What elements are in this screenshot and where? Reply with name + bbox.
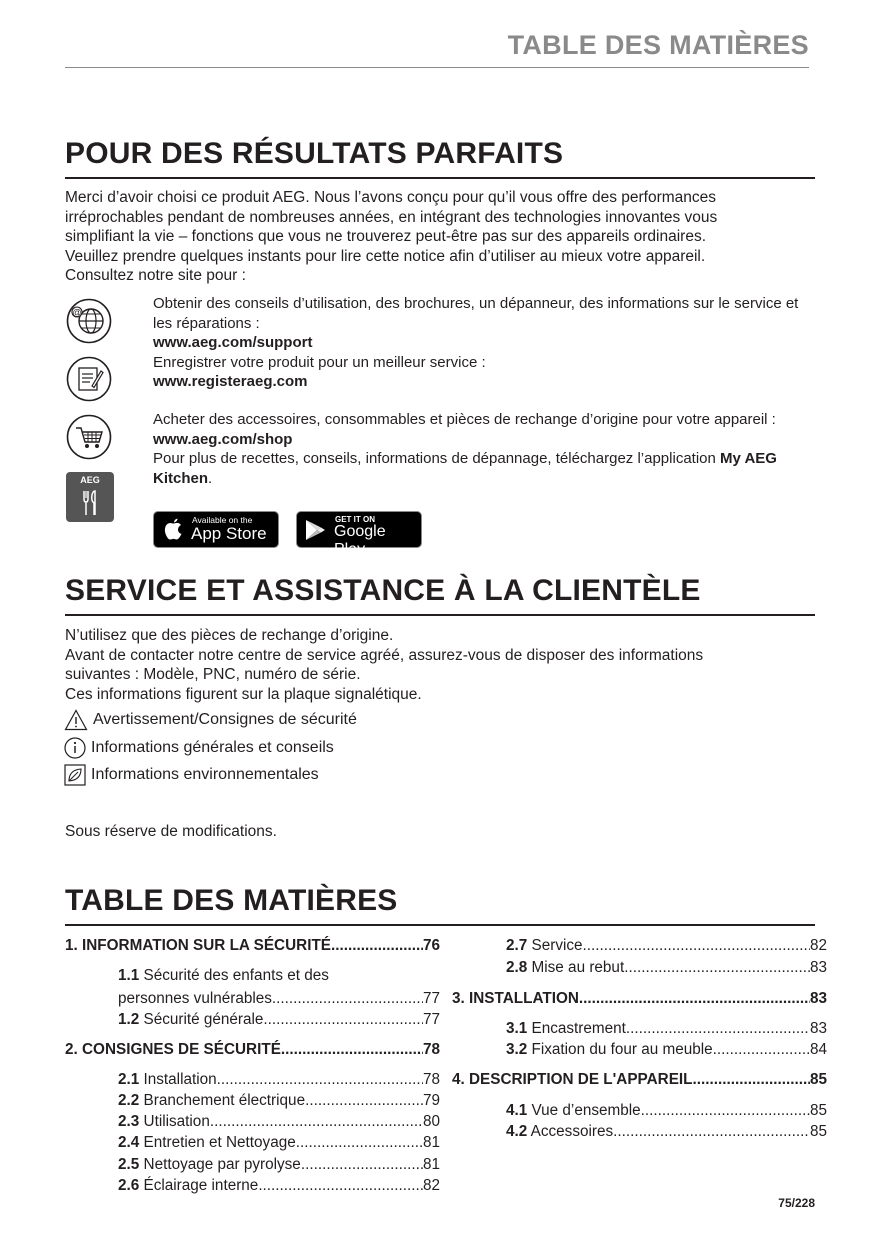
app-store-big: App Store [191, 524, 267, 543]
toc-label: Utilisation [143, 1113, 210, 1130]
toc-num: 2.6 [118, 1177, 140, 1194]
modification-note: Sous réserve de modifications. [65, 823, 277, 840]
legend-info [64, 737, 334, 759]
toc-page: 80 [422, 1113, 440, 1130]
toc-entry-line1[interactable] [118, 965, 329, 986]
intro-line: simplifiant la vie – fonctions que vous ne trouverez peut-être pas sur des appareils ordinaires. [65, 228, 707, 246]
toc-label: Éclairage interne [143, 1177, 259, 1194]
service-line: Ces informations figurent sur la plaque signalétique. [65, 685, 422, 703]
google-play-button[interactable] [296, 511, 422, 558]
section-title-toc: TABLE DES MATIÈRES [65, 884, 398, 917]
toc-num: 2.1 [118, 1071, 140, 1088]
toc-label: Mise au rebut [531, 959, 625, 976]
toc-page: 83 [809, 1020, 827, 1037]
register-text: Enregistrer votre produit pour un meilleur service : [153, 353, 486, 371]
intro-line: Merci d’avoir choisi ce produit AEG. Nous l’avons conçu pour qu’il vous offre des performances [65, 189, 717, 206]
cutlery-icon [81, 489, 99, 517]
support-link[interactable]: www.aeg.com/support [153, 334, 313, 352]
toc-page: 85 [809, 1123, 827, 1140]
toc-entry-chapter[interactable] [65, 1039, 440, 1060]
cart-icon [66, 414, 112, 460]
toc-entry[interactable] [506, 1100, 827, 1121]
toc-num: 2.8 [506, 959, 528, 976]
toc-label: Encastrement [531, 1020, 626, 1037]
aeg-logo-text: AEG [80, 475, 100, 485]
toc-label: Vue d’ensemble [531, 1102, 641, 1119]
legend-warning [64, 709, 357, 731]
toc-num: 2.2 [118, 1092, 140, 1109]
toc-page: 79 [422, 1092, 440, 1109]
service-line: N’utilisez que des pièces de rechange d’origine. [65, 627, 394, 644]
register-link[interactable]: www.registeraeg.com [153, 373, 308, 391]
section-title-service: SERVICE ET ASSISTANCE À LA CLIENTÈLE [65, 574, 701, 607]
toc-entry-chapter[interactable] [452, 1069, 827, 1090]
toc-label: Sécurité générale [143, 1011, 264, 1028]
toc-entry-chapter[interactable] [65, 935, 440, 956]
service-paragraph [65, 626, 817, 704]
toc-num: 1.1 [118, 967, 140, 984]
section-divider [65, 177, 815, 179]
aeg-app-icon [66, 472, 114, 522]
toc-page: 84 [809, 1041, 827, 1058]
svg-text:@: @ [72, 307, 82, 318]
toc-num: 3.2 [506, 1041, 528, 1058]
toc-label: 2. CONSIGNES DE SÉCURITÉ [65, 1041, 281, 1058]
app-store-small: Available on the [192, 515, 253, 525]
toc-num: 2.3 [118, 1113, 140, 1130]
leaf-icon [64, 764, 86, 786]
toc-label: Sécurité des enfants et des [143, 967, 329, 984]
google-play-icon [305, 519, 326, 541]
toc-entry[interactable] [506, 1039, 827, 1060]
toc-page: 77 [422, 1011, 440, 1028]
legend-environment [64, 764, 319, 786]
app-name: My AEG Kitchen [153, 450, 777, 487]
toc-label: Service [531, 937, 583, 954]
toc-label: Nettoyage par pyrolyse [143, 1156, 301, 1173]
toc-page: 78 [422, 1071, 440, 1088]
toc-label: personnes vulnérables [118, 990, 272, 1007]
register-icon [66, 356, 112, 402]
app-text-line [153, 449, 815, 488]
service-line: suivantes : Modèle, PNC, numéro de série. [65, 666, 361, 684]
toc-page: 76 [422, 937, 440, 954]
running-header: TABLE DES MATIÈRES [507, 30, 809, 60]
toc-label: 1. INFORMATION SUR LA SÉCURITÉ [65, 937, 331, 954]
toc-num: 2.5 [118, 1156, 140, 1173]
shop-info [153, 410, 815, 488]
toc-num: 2.7 [506, 937, 528, 954]
intro-paragraph [65, 188, 817, 286]
toc-page: 81 [422, 1156, 440, 1173]
toc-label: 4. DESCRIPTION DE L'APPAREIL [452, 1071, 693, 1088]
support-text: Obtenir des conseils d’utilisation, des brochures, un dépanneur, des informations sur le service et les réparations : [153, 295, 799, 332]
toc-page: 83 [809, 990, 827, 1007]
toc-num: 2.4 [118, 1134, 140, 1151]
app-store-button[interactable] [153, 511, 279, 548]
toc-label: 3. INSTALLATION [452, 990, 579, 1007]
app-text: Pour plus de recettes, conseils, informations de dépannage, téléchargez l’application [153, 450, 721, 468]
toc-label: Accessoires [530, 1123, 614, 1140]
toc-entry[interactable] [506, 1018, 827, 1039]
section-title-results: POUR DES RÉSULTATS PARFAITS [65, 137, 564, 170]
toc-label: Branchement électrique [143, 1092, 306, 1109]
intro-line: irréprochables pendant de nombreuses années, en intégrant des technologies innovantes vous [65, 208, 718, 226]
toc-entry[interactable] [118, 1069, 440, 1090]
legend-label: Informations environnementales [91, 766, 319, 783]
toc-entry[interactable] [118, 1154, 440, 1175]
toc-page: 85 [809, 1102, 827, 1119]
toc-page: 81 [422, 1134, 440, 1151]
intro-line: Consultez notre site pour : [65, 267, 246, 285]
toc-entry-chapter[interactable] [452, 988, 827, 1009]
toc-entry[interactable] [118, 1090, 440, 1111]
service-line: Avant de contacter notre centre de service agréé, assurez-vous de disposer des informations [65, 646, 704, 664]
info-icon [64, 737, 86, 759]
warning-icon [64, 709, 88, 731]
section-divider [65, 614, 815, 616]
shop-text: Acheter des accessoires, consommables et pièces de rechange d’origine pour votre appareil : [153, 411, 776, 428]
intro-line: Veuillez prendre quelques instants pour lire cette notice afin d’utiliser au mieux votre appareil. [65, 247, 706, 265]
toc-num: 3.1 [506, 1020, 528, 1037]
toc-entry[interactable] [118, 1009, 440, 1030]
toc-page: 82 [422, 1177, 440, 1194]
legend-label: Informations générales et conseils [91, 739, 334, 756]
section-divider [65, 924, 815, 926]
toc-page: 82 [809, 937, 827, 954]
toc-label: Fixation du four au meuble [531, 1041, 713, 1058]
toc-page: 83 [809, 959, 827, 976]
toc-page: 85 [809, 1071, 827, 1088]
support-info [153, 294, 815, 392]
toc-num: 4.2 [506, 1123, 528, 1140]
toc-num: 1.2 [118, 1011, 140, 1028]
legend-label: Avertissement/Consignes de sécurité [93, 711, 357, 728]
toc-entry[interactable] [118, 1132, 440, 1153]
toc-entry[interactable] [506, 935, 827, 956]
toc-page: 77 [422, 990, 440, 1007]
google-play-big: Google Play [334, 523, 386, 558]
toc-entry[interactable] [118, 988, 440, 1009]
toc-entry[interactable] [506, 957, 827, 978]
toc-label: Entretien et Nettoyage [143, 1134, 296, 1151]
toc-entry[interactable] [118, 1111, 440, 1132]
toc-entry[interactable] [118, 1175, 440, 1196]
toc-label: Installation [143, 1071, 217, 1088]
toc-entry[interactable] [506, 1121, 827, 1142]
toc-page: 78 [422, 1041, 440, 1058]
page-number: 75/228 [778, 1196, 815, 1210]
globe-icon [66, 298, 112, 344]
apple-icon [164, 518, 184, 541]
google-play-small: GET IT ON [335, 515, 375, 524]
toc-num: 4.1 [506, 1102, 528, 1119]
shop-link[interactable]: www.aeg.com/shop [153, 430, 293, 448]
header-divider [65, 67, 809, 68]
app-end: . [208, 469, 213, 487]
